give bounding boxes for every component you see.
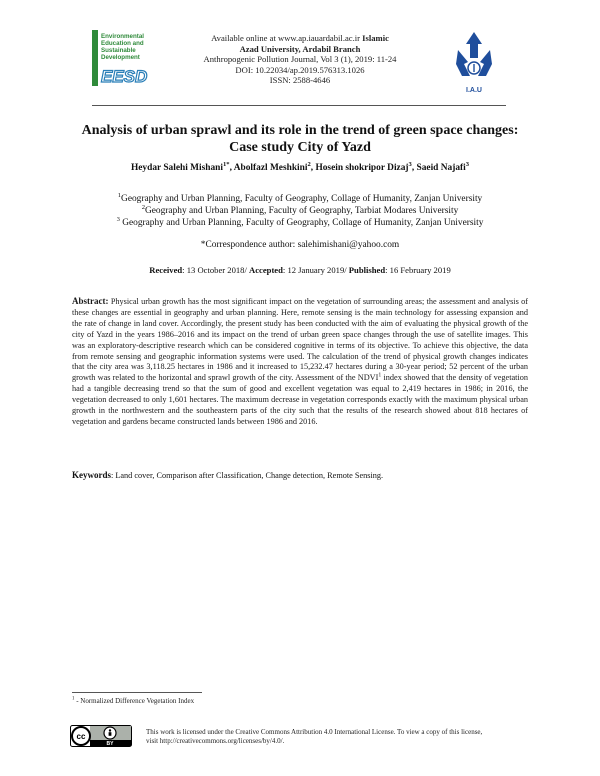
keywords-label: Keywords xyxy=(72,470,111,480)
affiliation-3: $^3$ Geography and Urban Planning, Faculty of Geography, Collage of Humanity, Zanjan University xyxy=(116,215,484,228)
publication-dates xyxy=(60,265,540,275)
institution-name-part-1: Islamic xyxy=(362,33,389,43)
footnote-text: - Normalized Difference Vegetation Index xyxy=(74,697,195,705)
received-label: Received xyxy=(149,265,183,275)
keywords-text: : Land cover, Comparison after Classification, Change detection, Remote Sensing. xyxy=(111,471,384,480)
author-list: Heydar Salehi Mishani$^{1*}$, Abolfazl Meshkini$^2$, Hosein shokripor Dizaj$^3$, Saeid Najafi$^3$ xyxy=(130,160,470,173)
published-label: Published xyxy=(348,265,386,275)
accepted-date: : 12 January 2019/ xyxy=(282,265,347,275)
journal-logo xyxy=(92,30,148,94)
abstract xyxy=(72,296,528,428)
title-line-2: Case study City of Yazd xyxy=(229,140,371,155)
journal-citation: Anthropogenic Pollution Journal, Vol 3 (1), 2019: 11-24 xyxy=(203,54,397,65)
logo-text-line-1: Environmental xyxy=(101,33,144,40)
university-logo xyxy=(452,30,496,100)
logo-mark: EESD xyxy=(101,67,148,86)
title-line-1: Analysis of urban sprawl and its role in the trend of green space changes: xyxy=(81,123,519,138)
keywords xyxy=(72,470,528,481)
available-online-text: Available online at www.ap.iauardabil.ac.ir xyxy=(211,33,360,43)
logo-text-line-3: Sustainable xyxy=(101,47,136,54)
footnote-divider xyxy=(72,692,202,693)
header-divider xyxy=(92,105,506,106)
footnote xyxy=(72,697,194,705)
author-4: Saeid Najafi$^3$ xyxy=(416,160,470,173)
received-date: : 13 October 2018/ xyxy=(182,265,247,275)
logo-text-line-4: Development xyxy=(101,54,140,61)
paper-title xyxy=(60,122,540,156)
creative-commons-badge[interactable] xyxy=(70,725,132,747)
footnote-mark: 1 xyxy=(72,696,75,702)
author-3: Hosein shokripor Dizaj$^3$ xyxy=(315,160,412,173)
license-line-2[interactable]: visit http://creativecommons.org/licenses/by/4.0/. xyxy=(146,737,285,745)
doi: DOI: 10.22034/ap.2019.576313.1026 xyxy=(235,64,365,75)
published-date: : 16 February 2019 xyxy=(385,265,451,275)
svg-text:cc: cc xyxy=(76,732,86,741)
footnote-reference: 1 xyxy=(378,372,382,379)
university-logo-text: I.A.U xyxy=(466,87,482,94)
logo-green-bar xyxy=(92,30,98,86)
badge-label: BY xyxy=(106,741,114,747)
affiliation-1: $^1$Geography and Urban Planning, Faculty of Geography, Collage of Humanity, Zanjan University xyxy=(117,191,483,204)
author-2: Abolfazl Meshkini$^2$ xyxy=(233,160,311,173)
license-line-1: This work is licensed under the Creative Commons Attribution 4.0 International License. To view a copy of this license, xyxy=(146,728,483,736)
license-notice xyxy=(146,728,526,746)
abstract-label: Abstract: xyxy=(72,296,109,306)
logo-text-line-2: Education and xyxy=(101,40,144,47)
correspondence-author: *Correspondence author: salehimishani@yahoo.com xyxy=(200,240,400,250)
availability-line xyxy=(160,33,440,44)
author-1: Heydar Salehi Mishani$^{1*}$ xyxy=(130,160,230,173)
journal-header-info xyxy=(160,33,440,86)
issn: ISSN: 2588-4646 xyxy=(269,75,331,86)
abstract-text-part-1: Physical urban growth has the most significant impact on the vegetation of surrounding areas; the assessment and analysis of these changes are essential in geography and urban planning. Here, remote sensing is the main technology for assessing expansion and the rate of change in land cover. Accordingly, the present study has been conducted with the aim of evaluating the physical growth of the city of Yazd in the years 1986–2016 and its impact on the trend of urban green space changes through the use of satellite images. This was an exploratory-descriptive research which can be considered cognitive in terms of its objective. To achieve this objective, the data from remote sensing and geographic information systems were used. The calculation of the trend of physical growth changes indicates that the city area was 3,118.25 hectares in 1986 and it increased to 15,232.47 hectares during a 30-year period; 52 percent of the urban growth was related to the horizontal and sprawl growth of the city. Assessment of the NDVI xyxy=(72,297,528,383)
affiliation-2: $^2$Geography and Urban Planning, Faculty of Geography, Tarbiat Modares University xyxy=(141,203,459,216)
institution-name-part-2: Azad University, Ardabil Branch xyxy=(239,43,361,54)
abstract-text-part-2: index showed that the density of vegetation had a tangible decreasing trend so that the sum of good and excellent vegetation was equal to 2,419 hectares in 1986; in 2016, the vegetation decreased to only 1,601 hectares. The maximum decrease in vegetation corresponds exactly with the maximum physical urban growth in the northwestern and the southeastern parts of the city such that the results of the research showed about 818 hectares of vegetation and gardens became constructed lands between 1986 and 2016. xyxy=(72,373,528,426)
accepted-label: Accepted xyxy=(249,265,283,275)
